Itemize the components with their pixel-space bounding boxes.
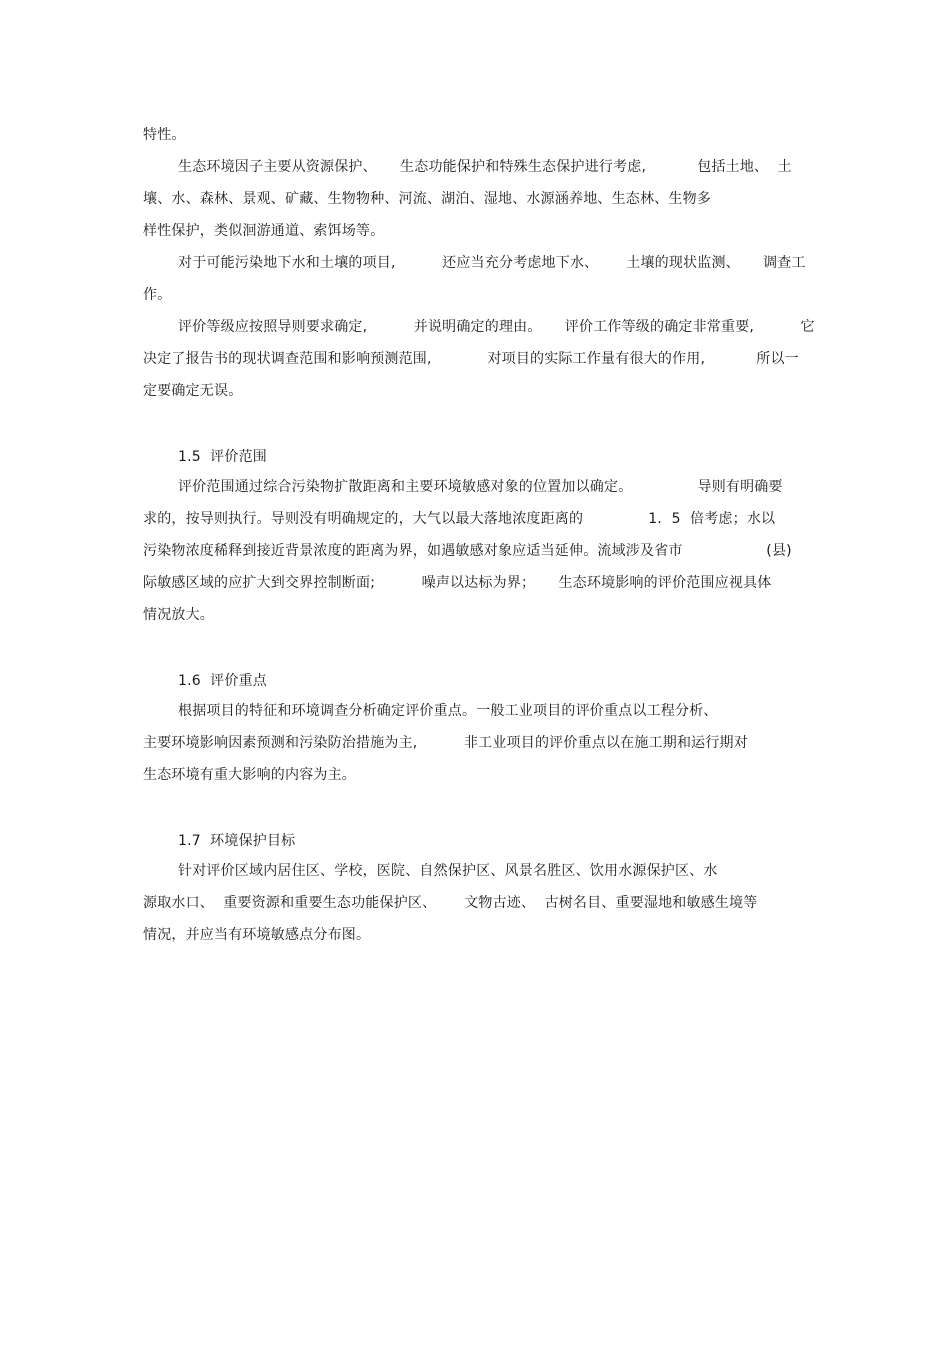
paragraph-line: 生态环境有重大影响的内容为主。 <box>143 767 356 783</box>
paragraph-line: 污染物浓度稀释到接近背景浓度的距离为界，如遇敏感对象应适当延伸。流域涉及省市 (县) <box>143 543 792 559</box>
paragraph-line: 壤、水、森林、景观、矿藏、生物物种、河流、湖泊、湿地、水源涵养地、生态林、生物多 <box>143 191 711 207</box>
paragraph-line: 评价范围通过综合污染物扩散距离和主要环境敏感对象的位置加以确定。 导则有明确要 <box>178 479 783 495</box>
paragraph-line: 评价等级应按照导则要求确定, 并说明确定的理由。 评价工作等级的确定非常重要, 它 <box>178 319 815 335</box>
paragraph-line: 作。 <box>143 287 172 303</box>
paragraph-line: 情况，并应当有环境敏感点分布图。 <box>143 927 371 943</box>
paragraph-line: 特性。 <box>143 127 186 143</box>
paragraph-line: 主要环境影响因素预测和污染防治措施为主, 非工业项目的评价重点以在施工期和运行期对 <box>143 735 748 751</box>
paragraph-line: 定要确定无误。 <box>143 383 243 399</box>
paragraph-line: 对于可能污染地下水和土壤的项目, 还应当充分考虑地下水、 土壤的现状监测、 调查工 <box>178 255 806 271</box>
section-heading-1-6: 1.6 评价重点 <box>178 673 267 689</box>
paragraph-line: 样性保护，类似洄游通道、索饵场等。 <box>143 223 385 239</box>
section-heading-1-7: 1.7 环境保护目标 <box>178 833 296 849</box>
section-heading-1-5: 1.5 评价范围 <box>178 449 267 465</box>
paragraph-line: 决定了报告书的现状调查范围和影响预测范围, 对项目的实际工作量有很大的作用, 所以一 <box>143 351 799 367</box>
paragraph-line: 根据项目的特征和环境调查分析确定评价重点。一般工业项目的评价重点以工程分析、 <box>178 703 718 719</box>
paragraph-line: 际敏感区域的应扩大到交界控制断面; 噪声以达标为界； 生态环境影响的评价范围应视具体 <box>143 575 772 591</box>
paragraph-line: 源取水口、 重要资源和重要生态功能保护区、 文物古迹、 古树名目、重要湿地和敏感生境等 <box>143 895 758 911</box>
paragraph-line: 针对评价区域内居住区、学校，医院、自然保护区、风景名胜区、饮用水源保护区、水 <box>178 863 718 879</box>
paragraph-line: 求的，按导则执行。导则没有明确规定的，大气以最大落地浓度距离的 1．5 倍考虑；水以 <box>143 511 776 527</box>
paragraph-line: 情况放大。 <box>143 607 214 623</box>
paragraph-line: 生态环境因子主要从资源保护、 生态功能保护和特殊生态保护进行考虑, 包括土地、 土 <box>178 159 792 175</box>
